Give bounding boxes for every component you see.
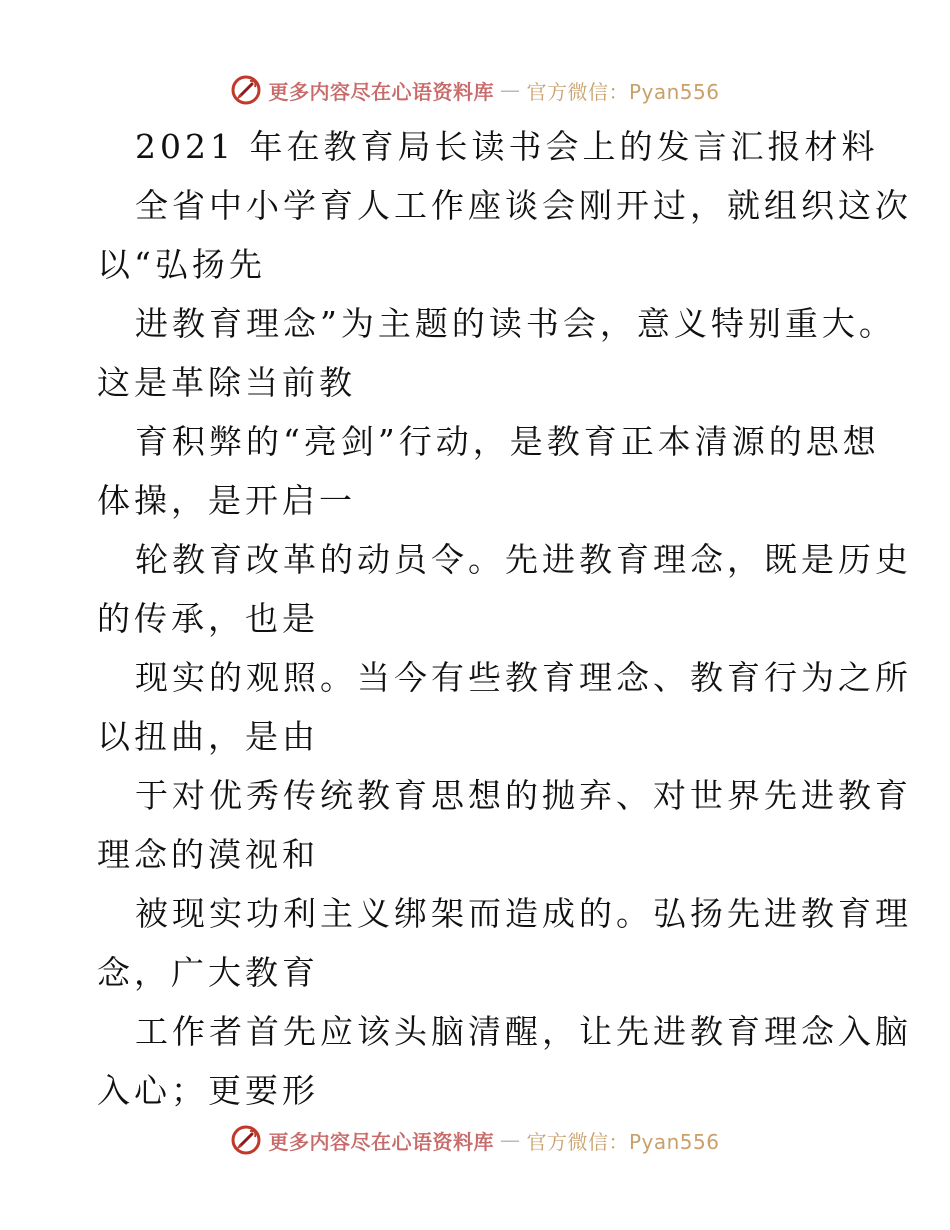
text-line: 体操，是开启一 (97, 481, 356, 520)
pen-logo-icon (230, 74, 262, 106)
text-line: 进教育理念”为主题的读书会，意义特别重大。 (135, 304, 896, 343)
watermark-header (0, 70, 950, 110)
document-title: 2021 年在教育局长读书会上的发言汇报材料 (135, 127, 879, 166)
text-line: 入心；更要形 (97, 1071, 319, 1110)
text-line: 念，广大教育 (97, 953, 319, 992)
text-line: 以扭曲，是由 (97, 717, 319, 756)
watermark-separator: — (499, 78, 521, 102)
watermark-footer (0, 1120, 950, 1160)
text-line: 轮教育改革的动员令。先进教育理念，既是历史 (135, 540, 912, 579)
text-line: 现实的观照。当今有些教育理念、教育行为之所 (135, 658, 912, 697)
text-line: 育积弊的“亮剑”行动，是教育正本清源的思想 (135, 422, 880, 461)
text-line: 以“弘扬先 (97, 245, 266, 284)
watermark-title: 更多内容尽在心语资料库 (268, 79, 494, 104)
watermark-wechat: 官方微信：Pyan556 (526, 1129, 720, 1154)
text-line: 工作者首先应该头脑清醒，让先进教育理念入脑 (135, 1012, 912, 1051)
text-line: 这是革除当前教 (97, 363, 356, 402)
text-line: 被现实功利主义绑架而造成的。弘扬先进教育理 (135, 894, 912, 933)
pen-logo-icon (230, 1124, 262, 1156)
watermark-title: 更多内容尽在心语资料库 (268, 1129, 494, 1154)
text-line: 于对优秀传统教育思想的抛弃、对世界先进教育 (135, 776, 912, 815)
text-line: 的传承，也是 (97, 599, 319, 638)
text-line: 全省中小学育人工作座谈会刚开过，就组织这次 (135, 186, 912, 225)
watermark-separator: — (499, 1128, 521, 1152)
text-line: 理念的漠视和 (97, 835, 319, 874)
watermark-wechat: 官方微信：Pyan556 (526, 79, 720, 104)
